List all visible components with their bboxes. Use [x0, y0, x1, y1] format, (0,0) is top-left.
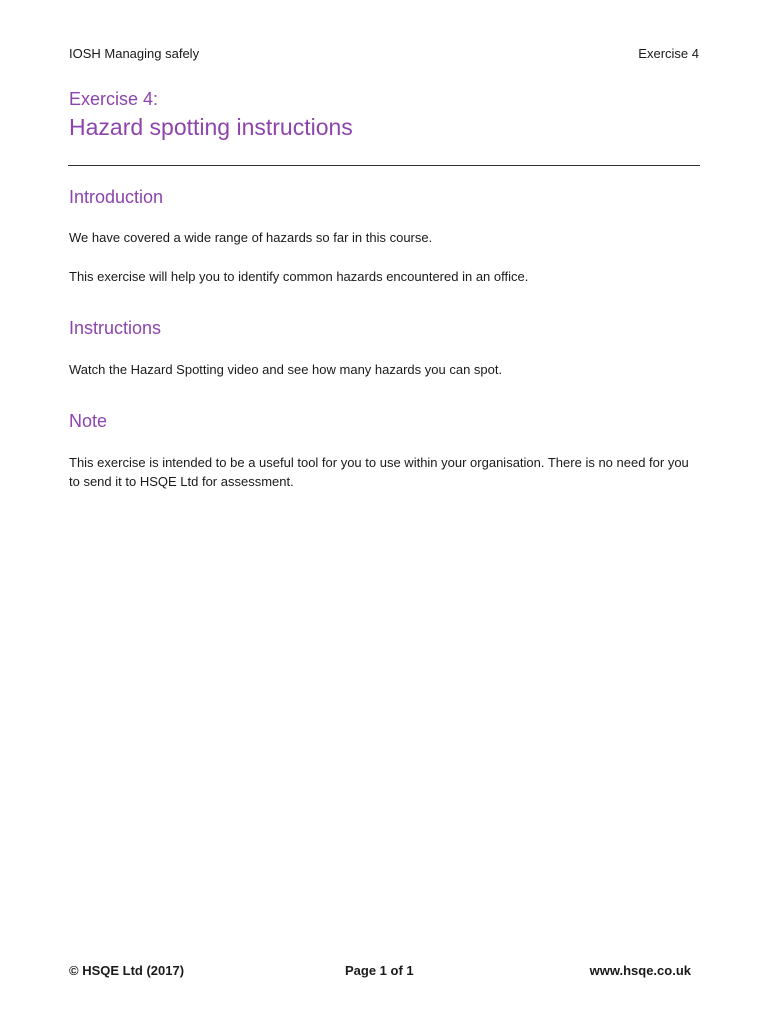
- header-exercise-number: Exercise 4: [638, 45, 699, 61]
- introduction-paragraph: We have covered a wide range of hazards so far in this course.: [69, 230, 433, 245]
- page-footer: [69, 963, 691, 981]
- instructions-section: [69, 316, 689, 379]
- header-course-name: IOSH Managing safely: [69, 45, 200, 61]
- page-title: Hazard spotting instructions: [69, 114, 353, 140]
- footer-website-link[interactable]: www.hsqe.co.uk: [589, 963, 691, 978]
- title-block: [69, 88, 700, 142]
- note-heading: Note: [69, 411, 108, 431]
- title-divider: [68, 165, 700, 166]
- note-section: [69, 409, 689, 491]
- exercise-label: Exercise 4:: [69, 89, 159, 109]
- introduction-paragraph: This exercise will help you to identify common hazards encountered in an office.: [69, 269, 529, 284]
- page-header: [69, 44, 699, 62]
- introduction-heading: Introduction: [69, 187, 164, 207]
- footer-copyright: © HSQE Ltd (2017): [69, 963, 185, 978]
- instructions-paragraph: Watch the Hazard Spotting video and see how many hazards you can spot.: [69, 362, 503, 377]
- instructions-heading: Instructions: [69, 318, 162, 338]
- note-paragraph: This exercise is intended to be a useful tool for you to use within your organisation. There is no need for you to send it to HSQE Ltd for assessment.: [69, 455, 689, 489]
- footer-page-number: Page 1 of 1: [345, 963, 414, 978]
- introduction-section: [69, 185, 689, 286]
- document-body: [69, 185, 689, 491]
